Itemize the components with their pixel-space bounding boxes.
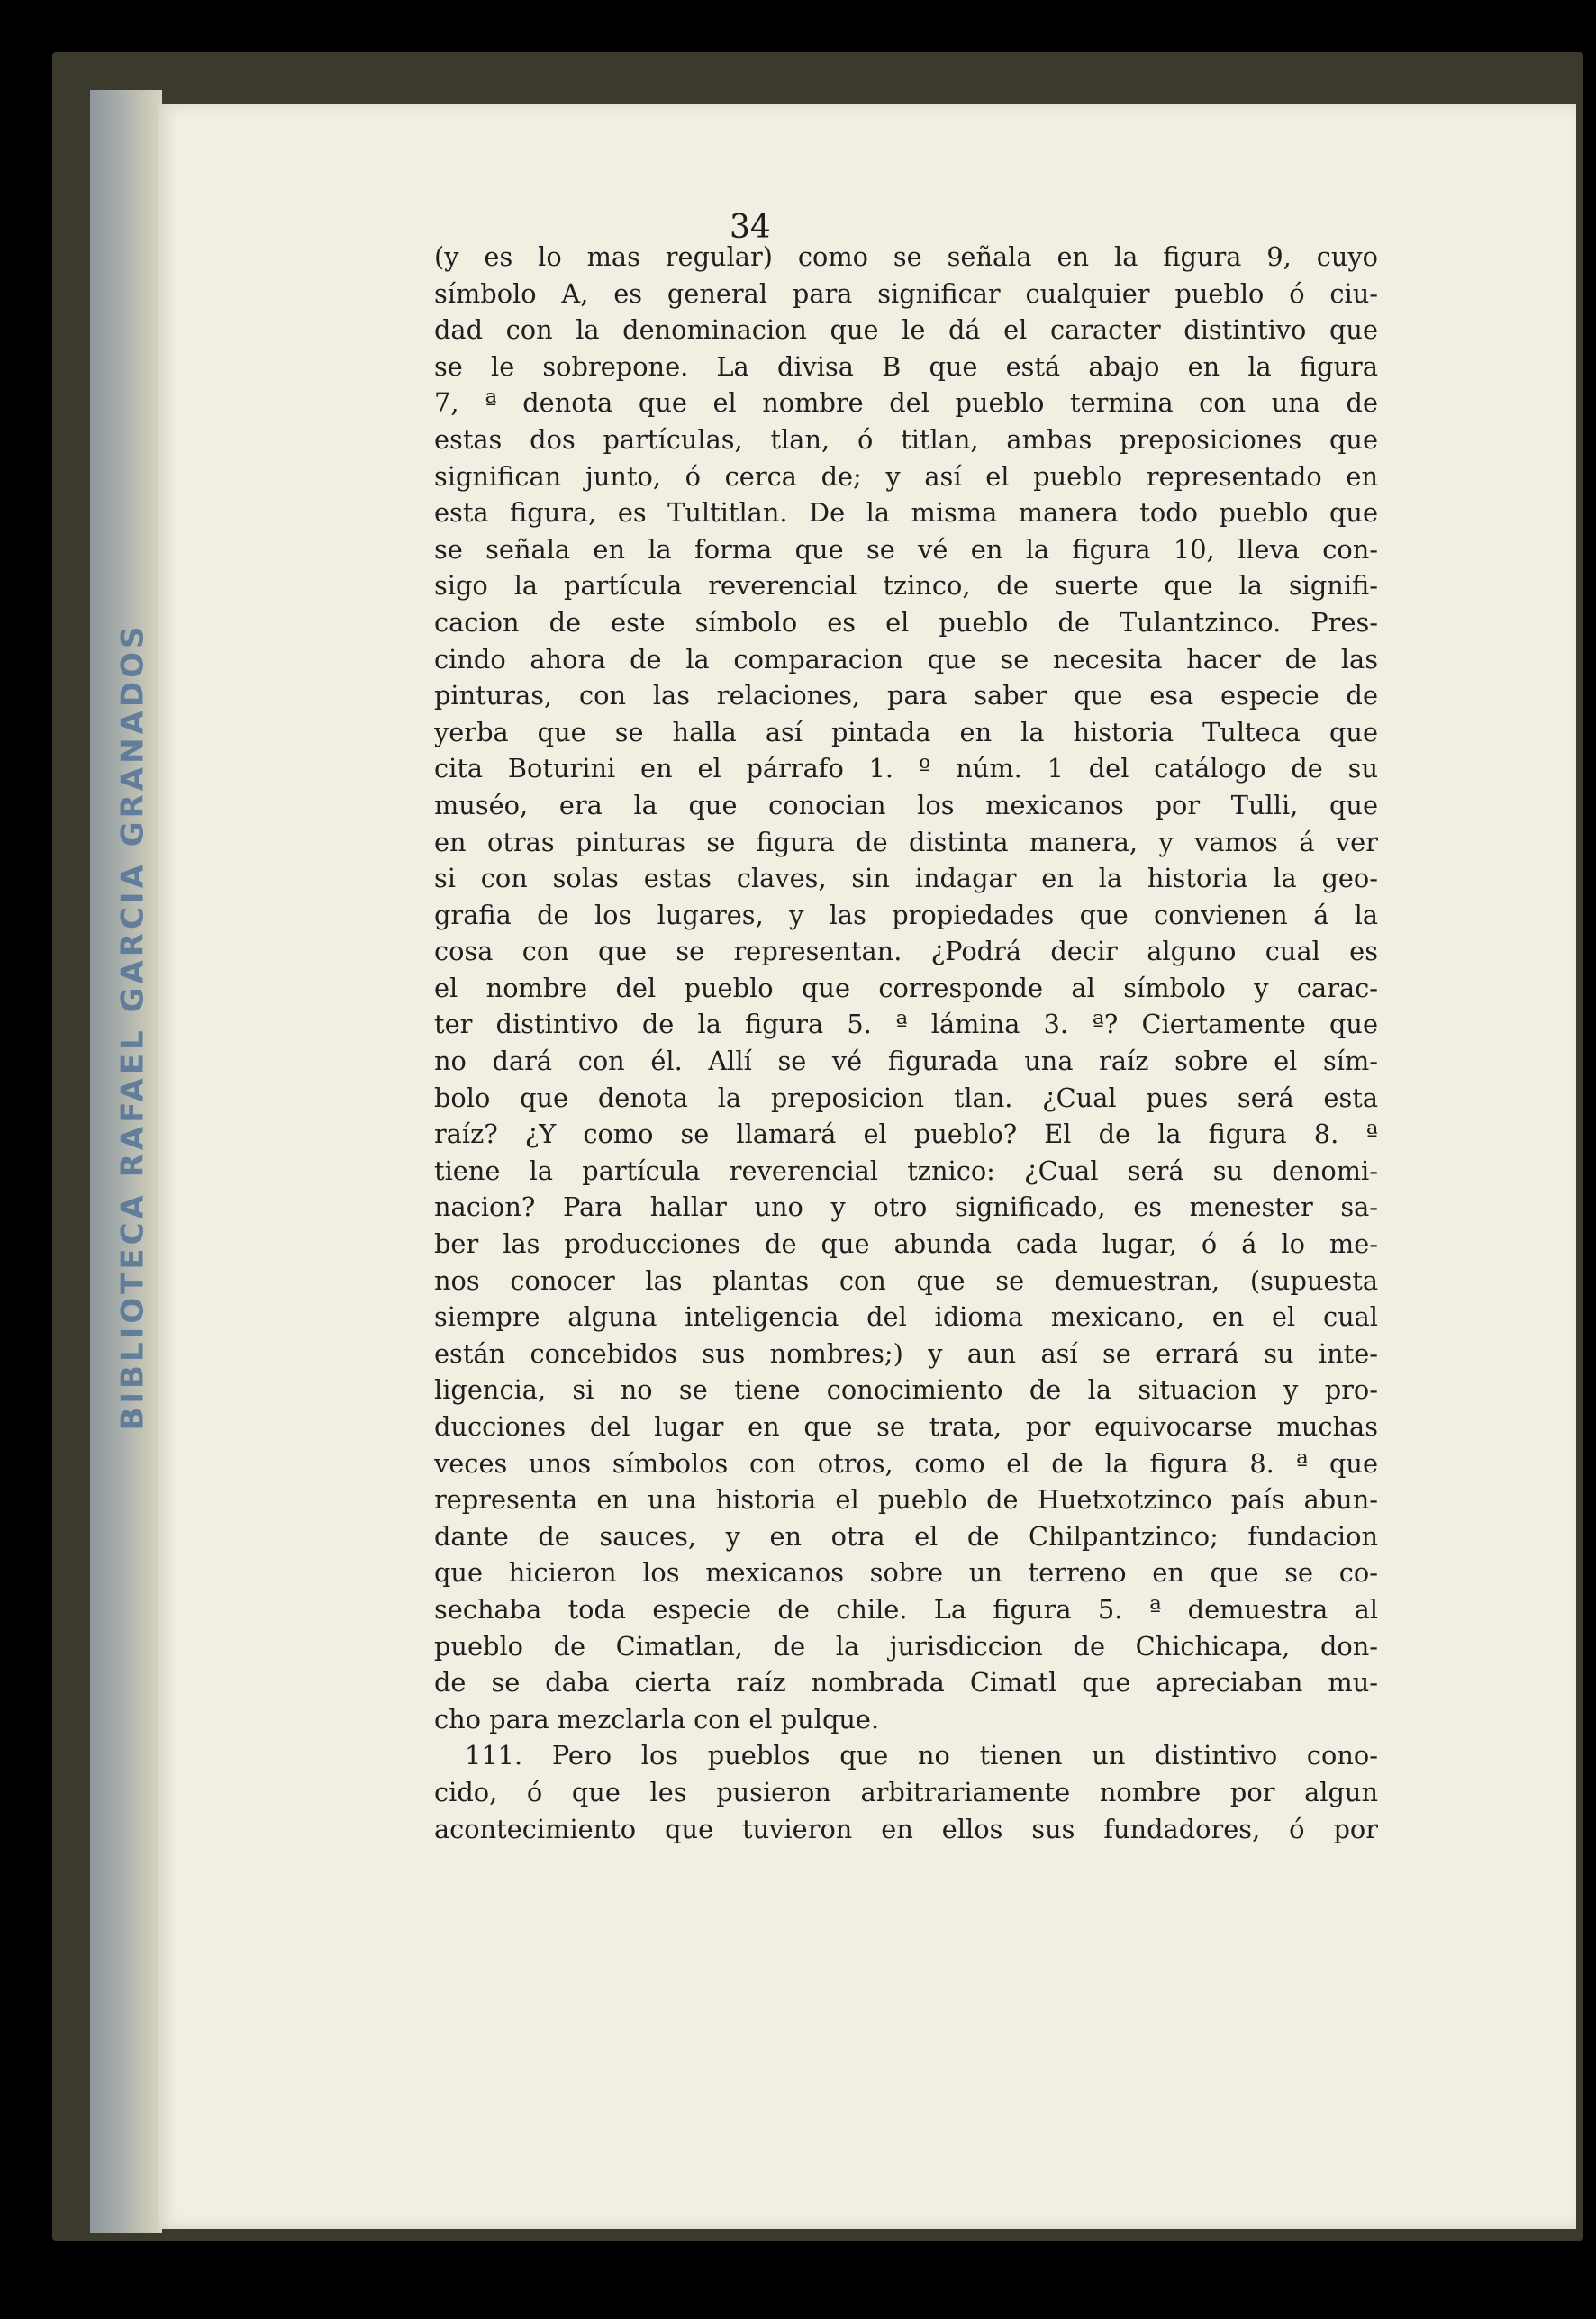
text-line: veces unos símbolos con otros, como el de la figura 8. ª que: [434, 1447, 1378, 1479]
text-line: ducciones del lugar en que se trata, por equivocarse muchas: [434, 1411, 1378, 1442]
text-line: pinturas, con las relaciones, para saber que esa especie de: [434, 680, 1378, 711]
text-line: en otras pinturas se figura de distinta manera, y vamos á ver: [434, 826, 1378, 857]
text-line: que hicieron los mexicanos sobre un terreno en que se co-: [434, 1557, 1378, 1589]
text-line: ber las producciones de que abunda cada lugar, ó á lo me-: [434, 1228, 1378, 1260]
text-line: se le sobrepone. La divisa B que está abajo en la figura: [434, 350, 1378, 382]
text-line: cita Boturini en el párrafo 1. º núm. 1 del catálogo de su: [434, 753, 1378, 784]
text-line: grafia de los lugares, y las propiedades que convienen á la: [434, 899, 1378, 930]
page-number: 34: [730, 209, 771, 246]
text-line: esta figura, es Tultitlan. De la misma manera todo pueblo que: [434, 497, 1378, 529]
text-line: siempre alguna inteligencia del idioma mexicano, en el cual: [434, 1301, 1378, 1333]
text-line: 111. Pero los pueblos que no tienen un distintivo cono-: [465, 1740, 1378, 1771]
text-line: nos conocer las plantas con que se demuestran, (supuesta: [434, 1264, 1378, 1296]
text-line: (y es lo mas regular) como se señala en la figura 9, cuyo: [434, 241, 1378, 272]
text-line: están concebidos sus nombres;) y aun así se errará su inte-: [434, 1337, 1378, 1369]
text-line: acontecimiento que tuvieron en ellos sus fundadores, ó por: [434, 1813, 1378, 1844]
text-line: significan junto, ó cerca de; y así el pueblo representado en: [434, 460, 1378, 492]
text-line: si con solas estas claves, sin indagar en la historia la geo-: [434, 863, 1378, 894]
body-text: [434, 239, 1378, 1847]
text-line: bolo que denota la preposicion tlan. ¿Cual pues será esta: [434, 1082, 1378, 1113]
text-line: no dará con él. Allí se vé figurada una raíz sobre el sím-: [434, 1046, 1378, 1077]
text-line: dad con la denominacion que le dá el caracter distintivo que: [434, 314, 1378, 346]
text-line: cho para mezclarla con el pulque.: [434, 1703, 880, 1735]
library-stamp-text: BIBLIOTECA RAFAEL GARCIA GRANADOS: [115, 622, 151, 1431]
text-line: yerba que se halla así pintada en la historia Tulteca que: [434, 716, 1378, 747]
text-line: ligencia, si no se tiene conocimiento de la situacion y pro-: [434, 1374, 1378, 1406]
text-line: 7, ª denota que el nombre del pueblo termina con una de: [434, 387, 1378, 419]
text-line: símbolo A, es general para significar cualquier pueblo ó ciu-: [434, 277, 1378, 309]
text-line: ter distintivo de la figura 5. ª lámina 3. ª? Ciertamente que: [434, 1009, 1378, 1040]
text-line: muséo, era la que conocian los mexicanos por Tulli, que: [434, 789, 1378, 820]
text-line: se señala en la forma que se vé en la figura 10, lleva con-: [434, 533, 1378, 565]
text-line: cosa con que se representan. ¿Podrá decir alguno cual es: [434, 936, 1378, 967]
text-line: sigo la partícula reverencial tzinco, de suerte que la signifi-: [434, 570, 1378, 602]
text-line: cindo ahora de la comparacion que se necesita hacer de las: [434, 643, 1378, 675]
text-line: cido, ó que les pusieron arbitrariamente nombre por algun: [434, 1776, 1378, 1807]
text-line: dante de sauces, y en otra el de Chilpantzinco; fundacion: [434, 1520, 1378, 1552]
text-line: el nombre del pueblo que corresponde al símbolo y carac-: [434, 972, 1378, 1003]
text-line: de se daba cierta raíz nombrada Cimatl que apreciaban mu-: [434, 1667, 1378, 1698]
text-line: nacion? Para hallar uno y otro significado, es menester sa-: [434, 1191, 1378, 1223]
text-line: cacion de este símbolo es el pueblo de Tulantzinco. Pres-: [434, 606, 1378, 638]
text-line: raíz? ¿Y como se llamará el pueblo? El de la figura 8. ª: [434, 1119, 1378, 1150]
library-stamp: [110, 486, 157, 1567]
text-line: pueblo de Cimatlan, de la jurisdiccion de Chichicapa, don-: [434, 1630, 1378, 1662]
text-line: tiene la partícula reverencial tznico: ¿Cual será su denomi-: [434, 1155, 1378, 1186]
text-line: estas dos partículas, tlan, ó titlan, ambas preposiciones que: [434, 423, 1378, 455]
text-line: sechaba toda especie de chile. La figura 5. ª demuestra al: [434, 1593, 1378, 1625]
text-line: representa en una historia el pueblo de Huetxotzinco país abun-: [434, 1484, 1378, 1516]
